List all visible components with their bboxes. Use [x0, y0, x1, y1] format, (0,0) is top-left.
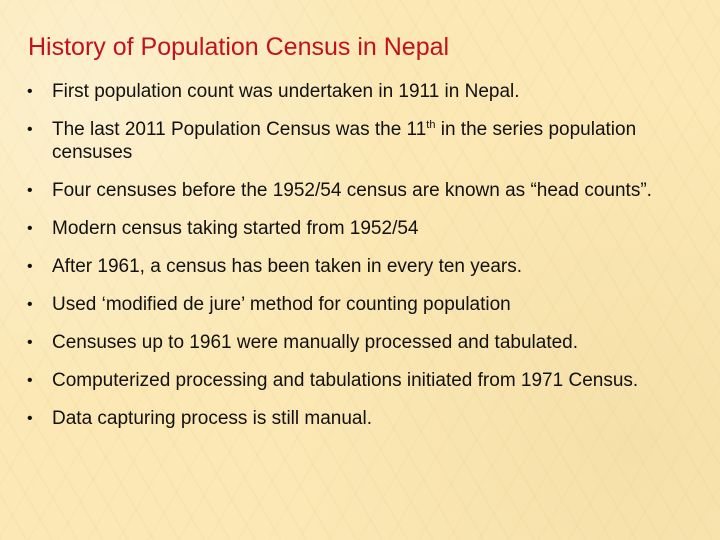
bullet-text [52, 119, 636, 163]
bullet-text-part: in the series population censuses [52, 119, 637, 163]
bullet-item [24, 217, 700, 240]
bullet-text: Four censuses before the 1952/54 census are known as “head counts”. [52, 180, 652, 201]
bullet-item [24, 80, 700, 103]
slide-title: History of Population Census in Nepal [28, 33, 450, 61]
bullet-item [24, 369, 700, 392]
bullet-item [24, 118, 700, 164]
bullet-dot-icon: • [27, 372, 33, 389]
bullet-dot-icon: • [27, 296, 33, 313]
bullet-item [24, 331, 700, 354]
bullet-dot-icon: • [27, 258, 33, 275]
bullet-dot-icon: • [27, 182, 33, 199]
bullet-dot-icon: • [27, 121, 33, 138]
bullet-text-part: The last 2011 Population Census was the 11 [52, 119, 427, 140]
bullet-text: Used ‘modified de jure’ method for counting population [52, 294, 511, 315]
bullet-dot-icon: • [27, 334, 33, 351]
bullet-dot-icon: • [27, 83, 33, 100]
bullet-list [24, 80, 700, 445]
bullet-dot-icon: • [27, 410, 33, 427]
bullet-item [24, 293, 700, 316]
bullet-item [24, 407, 700, 430]
bullet-item [24, 179, 700, 202]
bullet-text: Modern census taking started from 1952/54 [52, 218, 419, 239]
bullet-text: Data capturing process is still manual. [52, 408, 372, 429]
bullet-text: Computerized processing and tabulations initiated from 1971 Census. [52, 370, 639, 391]
bullet-item [24, 255, 700, 278]
bullet-text: After 1961, a census has been taken in every ten years. [52, 256, 523, 277]
bullet-dot-icon: • [27, 220, 33, 237]
bullet-text: First population count was undertaken in 1911 in Nepal. [52, 81, 520, 102]
ordinal-suffix: th [426, 119, 436, 131]
bullet-text: Censuses up to 1961 were manually processed and tabulated. [52, 332, 579, 353]
